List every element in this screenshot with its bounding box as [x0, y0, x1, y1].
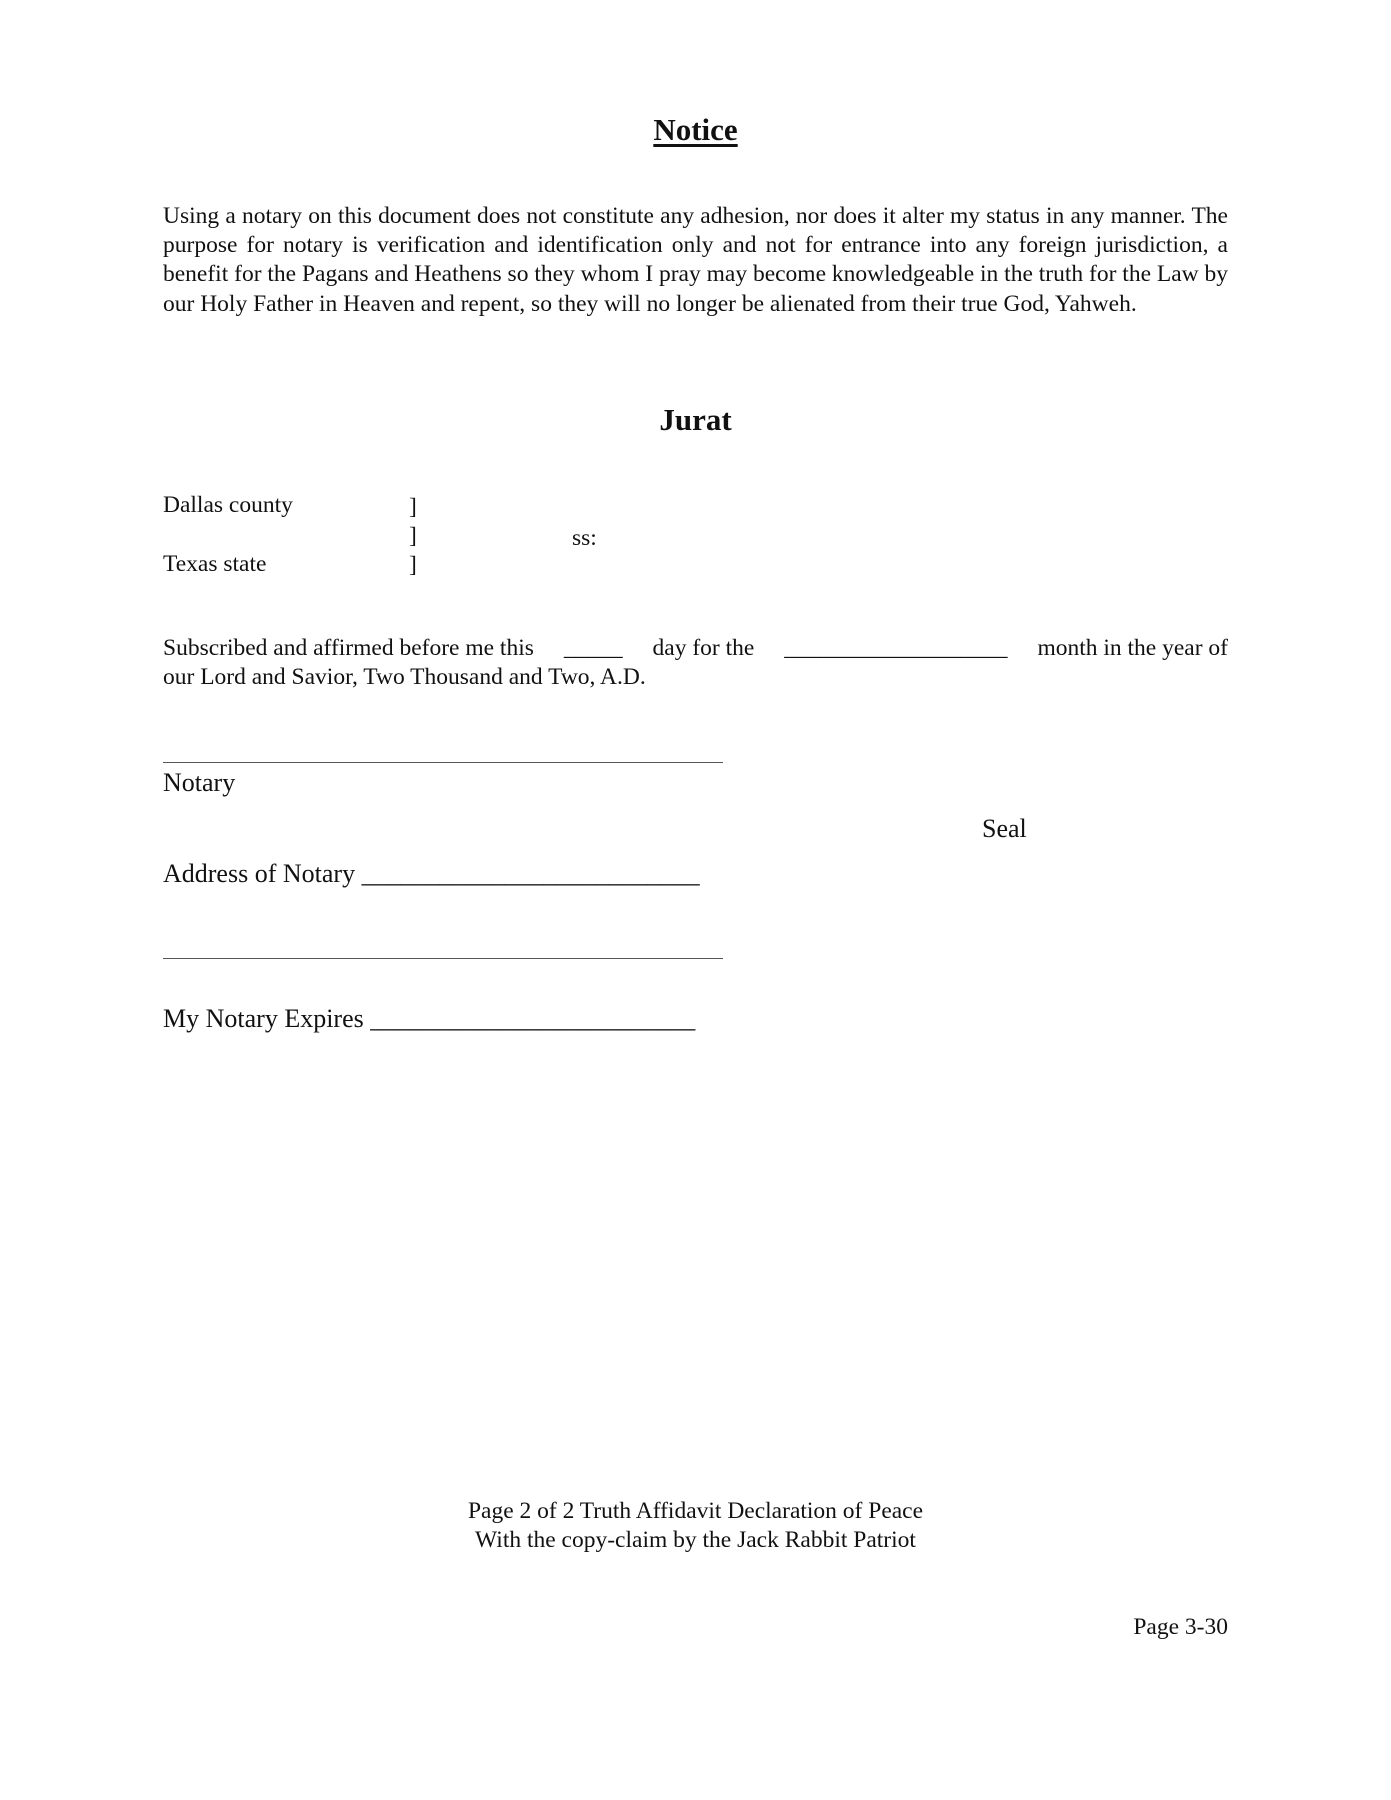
- subscribed-text-1: Subscribed and affirmed before me this: [163, 635, 534, 661]
- venue-bracket-3: ]: [409, 552, 417, 578]
- notice-title: Notice: [653, 112, 738, 147]
- address-blank[interactable]: __________________________: [361, 859, 700, 888]
- footer-line-1: Page 2 of 2 Truth Affidavit Declaration of Peace: [467, 1498, 924, 1524]
- day-blank[interactable]: _____: [563, 635, 623, 661]
- venue-bracket-2: ]: [409, 523, 417, 549]
- notary-label: Notary: [163, 768, 236, 797]
- address-of-notary-row: [163, 861, 700, 887]
- subscribed-line-1: [163, 637, 1228, 661]
- page-number: Page 3-30: [1133, 1614, 1228, 1640]
- seal-label: Seal: [982, 814, 1027, 843]
- notice-heading: [0, 114, 1391, 145]
- expires-label: My Notary Expires: [163, 1004, 364, 1033]
- footer-line-2: With the copy-claim by the Jack Rabbit Patriot: [475, 1527, 916, 1553]
- jurat-heading: Jurat: [659, 402, 732, 437]
- venue-ss: ss:: [572, 525, 597, 551]
- expires-blank[interactable]: _________________________: [370, 1004, 696, 1033]
- notary-expires-row: [163, 1006, 695, 1032]
- notary-signature-line[interactable]: [163, 762, 723, 763]
- subscribed-text-3: month in the year of: [1037, 635, 1228, 661]
- subscribed-text-2: day for the: [652, 635, 755, 661]
- subscribed-line-2: our Lord and Savior, Two Thousand and Two, A.D.: [163, 664, 646, 690]
- notice-paragraph: Using a notary on this document does not constitute any adhesion, nor does it alter my status in any manner. The purpose for notary is verification and identification only and not for entrance into any foreign jurisdiction, a benefit for the Pagans and Heathens so they whom I pray may become knowledgeable in the truth for the Law by our Holy Father in Heaven and repent, so they will no longer be alienated from their true God, Yahweh.: [163, 203, 1229, 317]
- venue-county: Dallas county: [163, 492, 293, 518]
- venue-bracket-1: ]: [409, 494, 417, 520]
- month-blank[interactable]: ___________________: [784, 635, 1008, 661]
- venue-state: Texas state: [163, 551, 267, 577]
- address-continuation-line[interactable]: [163, 958, 723, 959]
- address-label: Address of Notary: [163, 859, 356, 888]
